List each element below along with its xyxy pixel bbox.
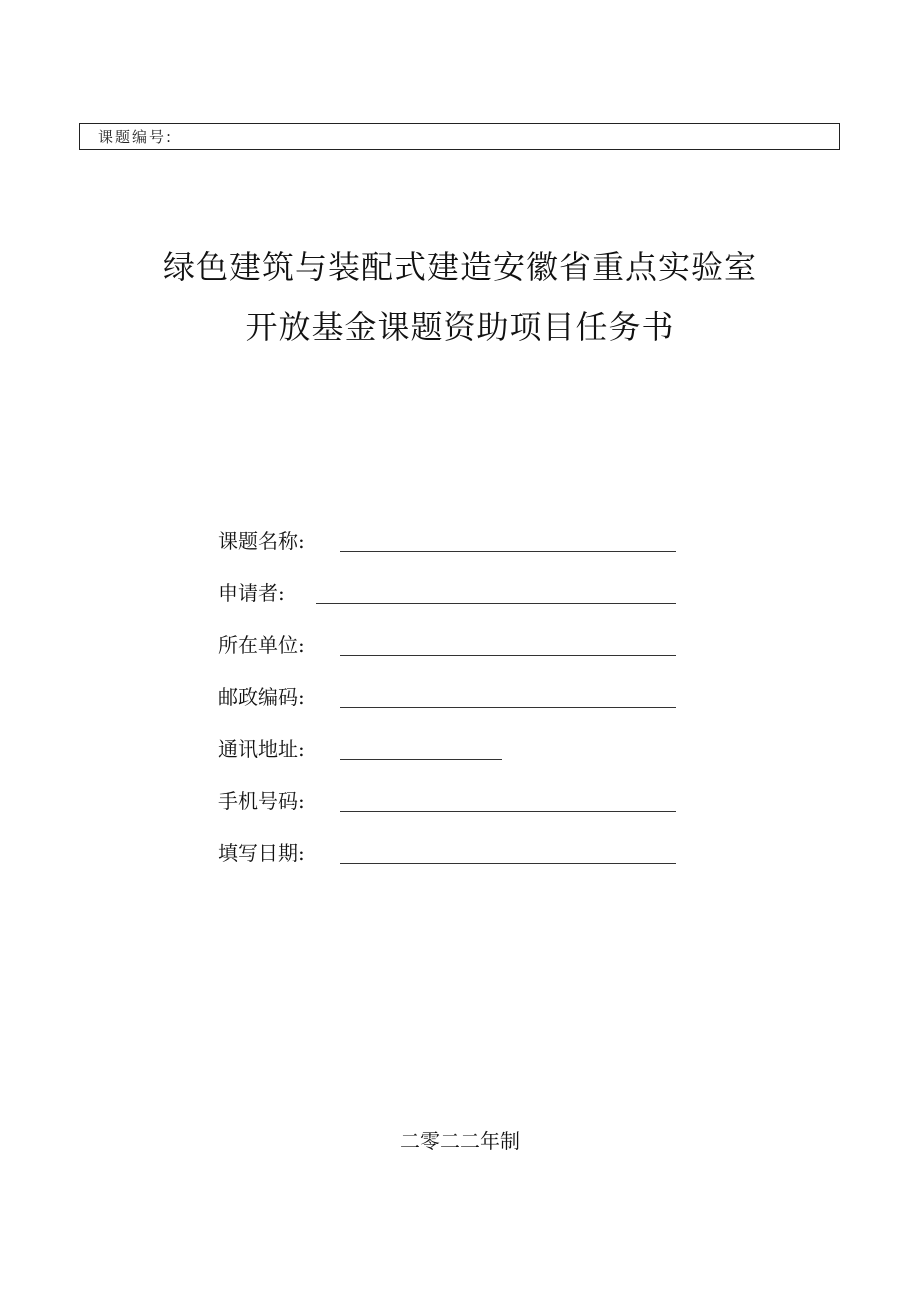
project-number-label: 课题编号: (98, 128, 174, 146)
fill-date-input-line[interactable] (340, 863, 676, 864)
document-title-line-2: 开放基金课题资助项目任务书 (245, 308, 675, 346)
mobile-input-line[interactable] (340, 811, 676, 812)
postal-code-input-line[interactable] (340, 707, 676, 708)
applicant-input-line[interactable] (316, 603, 676, 604)
field-label-applicant: 申请者: (218, 581, 285, 605)
document-title-line-1: 绿色建筑与装配式建造安徽省重点实验室 (162, 248, 757, 286)
field-label-organization: 所在单位: (218, 633, 305, 657)
project-name-input-line[interactable] (340, 551, 676, 552)
field-label-mobile: 手机号码: (218, 789, 305, 813)
project-number-box[interactable] (79, 123, 840, 150)
field-label-address: 通讯地址: (218, 737, 305, 761)
field-label-project-name: 课题名称: (218, 529, 305, 553)
organization-input-line[interactable] (340, 655, 676, 656)
address-input-line[interactable] (340, 759, 502, 760)
footer-made-in-year: 二零二二年制 (400, 1129, 520, 1153)
field-label-postal-code: 邮政编码: (218, 685, 305, 709)
field-label-fill-date: 填写日期: (218, 841, 305, 865)
